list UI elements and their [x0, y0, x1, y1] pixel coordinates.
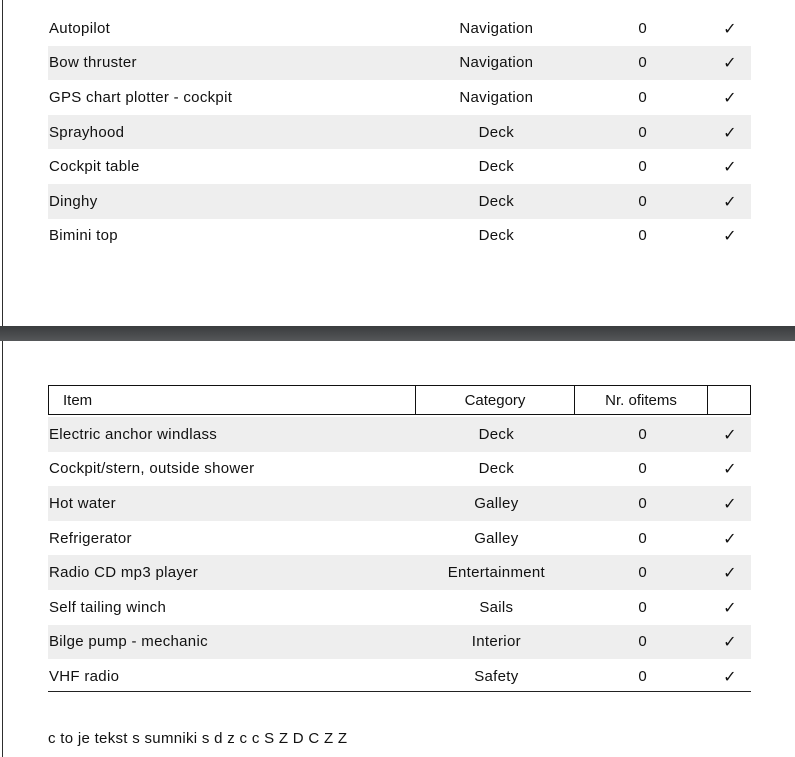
item-cell: Refrigerator: [49, 529, 132, 547]
count-cell: 0: [638, 494, 647, 512]
header-item: Item: [49, 386, 416, 414]
count-cell: 0: [638, 192, 647, 210]
checkmark-icon: ✓: [723, 563, 737, 583]
table-row: [48, 219, 751, 254]
count-cell: 0: [638, 88, 647, 106]
table-row: [48, 590, 751, 625]
count-cell: 0: [638, 158, 647, 176]
category-cell: Deck: [478, 158, 515, 176]
category-cell: Galley: [474, 529, 519, 547]
table-row: [48, 452, 751, 487]
table-row: [48, 46, 751, 81]
category-cell: Deck: [478, 192, 515, 210]
category-cell: Deck: [478, 227, 515, 245]
item-cell: Radio CD mp3 player: [49, 564, 199, 582]
checkmark-icon: ✓: [723, 53, 737, 73]
checkmark-icon: ✓: [723, 666, 737, 686]
category-cell: Sails: [479, 598, 514, 616]
item-cell: Self tailing winch: [49, 598, 167, 616]
count-cell: 0: [638, 54, 647, 72]
table-row: [48, 184, 751, 219]
item-cell: Bilge pump - mechanic: [49, 633, 208, 651]
item-cell: GPS chart plotter - cockpit: [49, 88, 233, 106]
checkmark-icon: ✓: [723, 424, 737, 444]
count-cell: 0: [638, 667, 647, 685]
header-count: Nr. ofitems: [575, 386, 708, 414]
table-row: [48, 149, 751, 184]
item-cell: Sprayhood: [49, 123, 125, 141]
table-header: [48, 385, 751, 415]
header-check: [708, 386, 750, 414]
checkmark-icon: ✓: [723, 226, 737, 246]
item-cell: Bimini top: [49, 227, 118, 245]
checkmark-icon: ✓: [723, 122, 737, 142]
category-cell: Safety: [474, 667, 519, 685]
category-cell: Navigation: [459, 88, 534, 106]
checkmark-icon: ✓: [723, 528, 737, 548]
equipment-table-continued: [48, 11, 751, 253]
count-cell: 0: [638, 564, 647, 582]
category-cell: Interior: [471, 633, 521, 651]
category-cell: Deck: [478, 425, 515, 443]
checkmark-icon: ✓: [723, 493, 737, 513]
checkmark-icon: ✓: [723, 87, 737, 107]
item-cell: VHF radio: [49, 667, 120, 685]
table-row: [48, 625, 751, 660]
item-cell: Cockpit table: [49, 158, 140, 176]
item-cell: Autopilot: [49, 19, 111, 37]
page-separator: [0, 326, 795, 341]
document-page-2: [2, 341, 795, 757]
table-row: [48, 555, 751, 590]
checkmark-icon: ✓: [723, 632, 737, 652]
count-cell: 0: [638, 598, 647, 616]
count-cell: 0: [638, 19, 647, 37]
checkmark-icon: ✓: [723, 459, 737, 479]
count-cell: 0: [638, 529, 647, 547]
count-cell: 0: [638, 425, 647, 443]
category-cell: Galley: [474, 494, 519, 512]
count-cell: 0: [638, 460, 647, 478]
item-cell: Electric anchor windlass: [49, 425, 218, 443]
category-cell: Deck: [478, 123, 515, 141]
count-cell: 0: [638, 227, 647, 245]
checkmark-icon: ✓: [723, 157, 737, 177]
category-cell: Deck: [478, 460, 515, 478]
table-row: [48, 11, 751, 46]
category-cell: Entertainment: [447, 564, 545, 582]
table-row: [48, 521, 751, 556]
equipment-table: [48, 417, 751, 694]
category-cell: Navigation: [459, 19, 534, 37]
document-page-1: [2, 0, 795, 326]
item-cell: Hot water: [49, 494, 116, 512]
table-row: [48, 659, 751, 694]
table-bottom-rule: [48, 691, 751, 692]
table-row: [48, 486, 751, 521]
table-row: [48, 80, 751, 115]
count-cell: 0: [638, 123, 647, 141]
category-cell: Navigation: [459, 54, 534, 72]
item-cell: Cockpit/stern, outside shower: [49, 460, 255, 478]
header-category: Category: [416, 386, 575, 414]
item-cell: Bow thruster: [49, 54, 137, 72]
count-cell: 0: [638, 633, 647, 651]
table-row: [48, 417, 751, 452]
table-row: [48, 115, 751, 150]
body-text: c to je tekst s sumniki s d z c c S Z D C Z Z: [48, 730, 348, 747]
item-cell: Dinghy: [49, 192, 98, 210]
checkmark-icon: ✓: [723, 191, 737, 211]
checkmark-icon: ✓: [723, 597, 737, 617]
checkmark-icon: ✓: [723, 18, 737, 38]
